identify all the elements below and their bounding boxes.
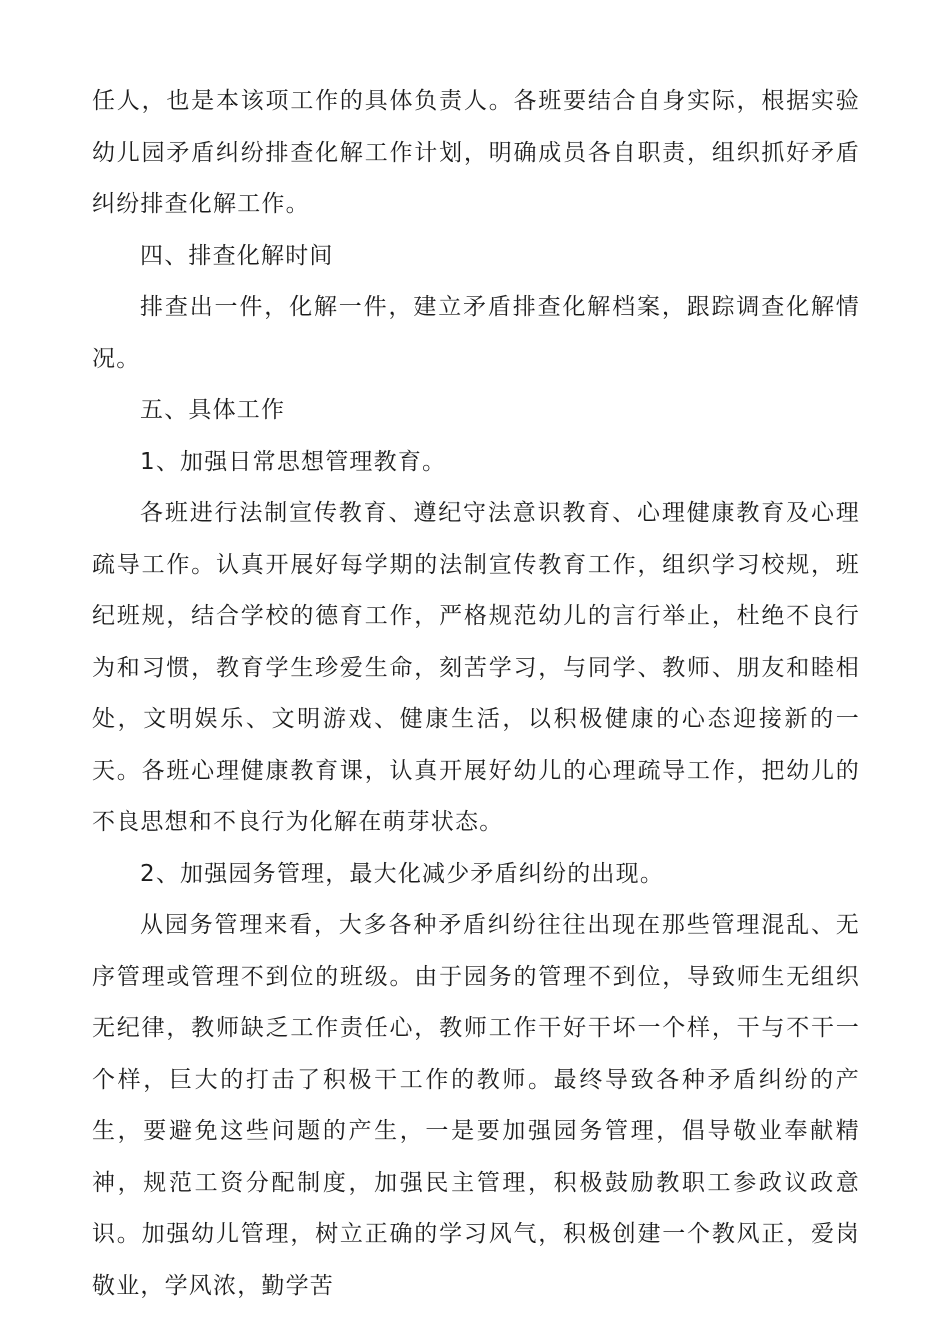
heading-section-5: 五、具体工作 — [140, 397, 286, 423]
paragraph-education: 各班进行法制宣传教育、遵纪守法意识教育、心理健康教育及心理疏导工作。认真开展好每学期的法制宣传教育工作，组织学习校规，班纪班规，结合学校的德育工作，严格规范幼儿的言行举止，杜绝不良行为和习惯，教育学生珍爱生命，刻苦学习，与同学、教师、朋友和睦相处，文明娱乐、文明游戏、健康生活，以积极健康的心态迎接新的一天。各班心理健康教育课，认真开展好幼儿的心理疏导工作，把幼儿的不良思想和不良行为化解在萌芽状态。 — [92, 500, 860, 835]
subheading-item-2: 2、加强园务管理，最大化减少矛盾纠纷的出现。 — [140, 860, 665, 887]
subheading-item-1: 1、加强日常思想管理教育。 — [140, 448, 447, 475]
document-body — [92, 76, 860, 1312]
heading-section-4: 四、排查化解时间 — [140, 242, 334, 269]
paragraph-responsibility: 任人，也是本该项工作的具体负责人。各班要结合自身实际，根据实验幼儿园矛盾纠纷排查化解工作计划，明确成员各自职责，组织抓好矛盾纠纷排查化解工作。 — [92, 88, 860, 217]
paragraph-management: 从园务管理来看，大多各种矛盾纠纷往往出现在那些管理混乱、无序管理或管理不到位的班级。由于园务的管理不到位，导致师生无组织无纪律，教师缺乏工作责任心，教师工作干好干坏一个样，干与不干一个样，巨大的打击了积极干工作的教师。最终导致各种矛盾纠纷的产生，要避免这些问题的产生，一是要加强园务管理，倡导敬业奉献精神，规范工资分配制度，加强民主管理，积极鼓励教职工参政议政意识。加强幼儿管理，树立正确的学习风气，积极创建一个教风正，爱岗敬业，学风浓，勤学苦 — [92, 912, 860, 1299]
paragraph-timing: 排查出一件，化解一件，建立矛盾排查化解档案，跟踪调查化解情况。 — [92, 294, 860, 372]
